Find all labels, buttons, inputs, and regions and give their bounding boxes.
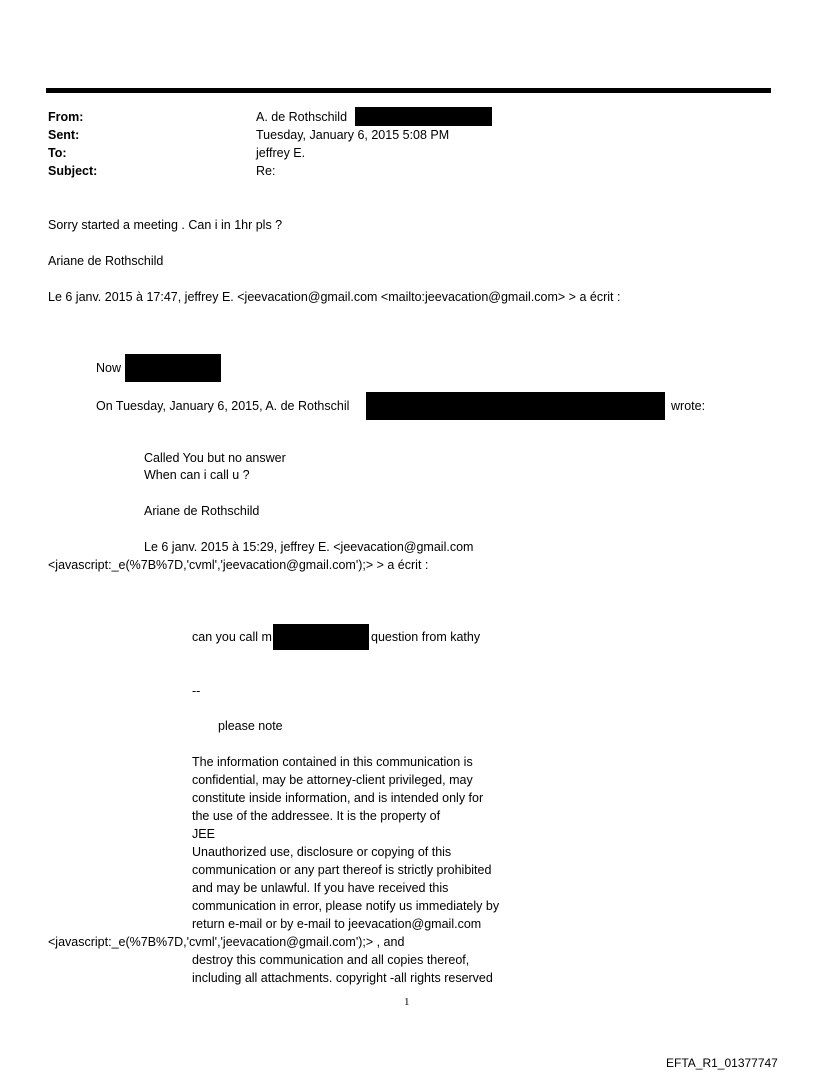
from-value: A. de Rothschild [256, 110, 348, 124]
page-number: 1 [404, 996, 410, 1008]
disclaimer-line: return e-mail or by e-mail to jeevacation@gmail.com [192, 917, 482, 931]
header-rule [46, 88, 771, 93]
from-label: From: [48, 110, 84, 124]
disclaimer-line: communication in error, please notify us immediately by [192, 899, 500, 913]
signature: Ariane de Rothschild [48, 254, 164, 268]
disclaimer-line: JEE [192, 827, 215, 841]
to-value: jeffrey E. [256, 146, 306, 160]
body-line: Sorry started a meeting . Can i in 1hr pls ? [48, 218, 283, 232]
disclaimer-line: confidential, may be attorney-client privileged, may [192, 773, 473, 787]
disclaimer-line: <javascript:_e(%7B%7D,'cvml','jeevacation@gmail.com');> , and [48, 935, 405, 949]
to-label: To: [48, 146, 67, 160]
on-tuesday-text: On Tuesday, January 6, 2015, A. de Rothschil [96, 399, 350, 413]
sent-value: Tuesday, January 6, 2015 5:08 PM [256, 128, 450, 142]
redaction-block [273, 624, 369, 650]
disclaimer-line: Unauthorized use, disclosure or copying of this [192, 845, 452, 859]
disclaimer-line: and may be unlawful. If you have received this [192, 881, 449, 895]
quote-header: Le 6 janv. 2015 à 15:29, jeffrey E. <jeevacation@gmail.com [144, 540, 474, 554]
signature: Ariane de Rothschild [144, 504, 260, 518]
separator-dashes: -- [192, 684, 201, 698]
sent-label: Sent: [48, 128, 80, 142]
quote-header: <javascript:_e(%7B%7D,'cvml','jeevacation@gmail.com');> > a écrit : [48, 558, 429, 572]
disclaimer-line: including all attachments. copyright -all rights reserved [192, 971, 493, 985]
redaction-block [355, 107, 492, 126]
disclaimer-line: destroy this communication and all copies thereof, [192, 953, 470, 967]
wrote-text: wrote: [671, 399, 706, 413]
now-text: Now [96, 361, 122, 375]
redaction-block [366, 392, 665, 420]
please-note: please note [218, 719, 283, 733]
disclaimer-line: communication or any part thereof is strictly prohibited [192, 863, 492, 877]
disclaimer-line: The information contained in this communication is [192, 755, 473, 769]
quote-header: Le 6 janv. 2015 à 17:47, jeffrey E. <jeevacation@gmail.com <mailto:jeevacation@gmail.com> > a écrit : [48, 290, 621, 304]
body-line: When can i call u ? [144, 468, 250, 482]
disclaimer-line: constitute inside information, and is intended only for [192, 791, 484, 805]
subject-value: Re: [256, 164, 276, 178]
question-text: question from kathy [371, 630, 481, 644]
can-you-text: can you call m [192, 630, 272, 644]
disclaimer-line: the use of the addressee. It is the property of [192, 809, 441, 823]
footer-id: EFTA_R1_01377747 [666, 1056, 778, 1070]
redaction-block [125, 354, 221, 382]
subject-label: Subject: [48, 164, 98, 178]
body-line: Called You but no answer [144, 451, 286, 465]
